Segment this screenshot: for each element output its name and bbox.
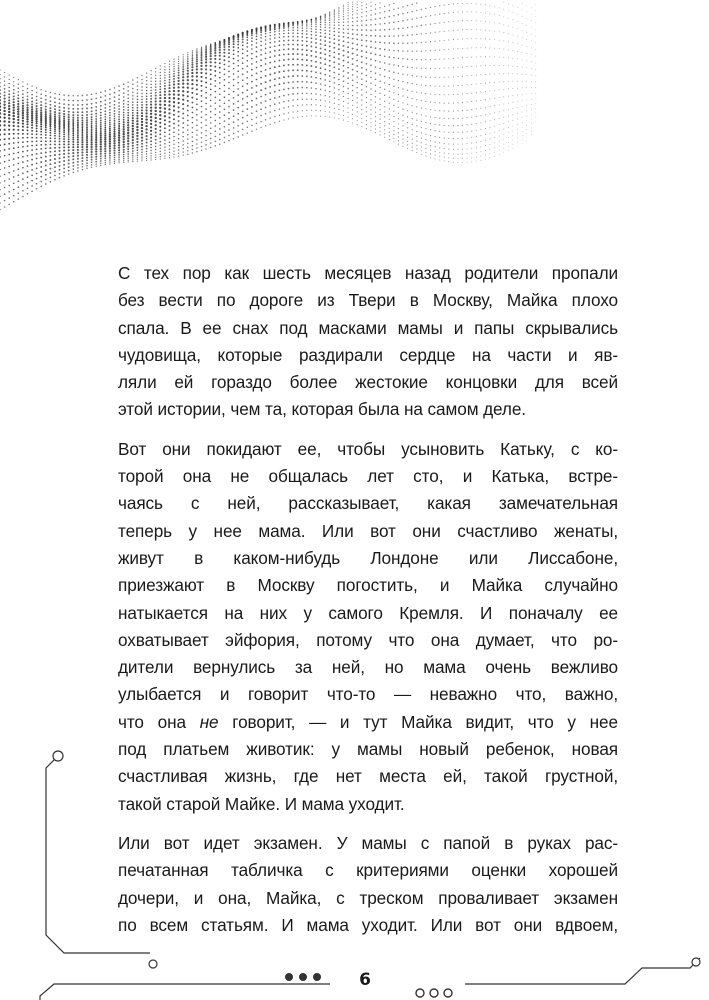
text-line-with-emphasis (118, 709, 618, 736)
text-line: ляли ей гораздо более жестокие концовки для всей (118, 372, 618, 393)
text-line: чудовища, которые раздирали сердце на части и яв- (118, 344, 618, 365)
text-line: натыкается на них у самого Кремля. И поначалу ее (118, 602, 618, 623)
text-line: охватывает эйфория, потому что она думает, что ро- (118, 629, 618, 650)
text-line: Вот они покидают ее, чтобы усыновить Катьку, с ко- (118, 438, 618, 459)
text-line: приезжают в Москву погостить, и Майка случайно (118, 575, 618, 596)
text-line: под платьем животик: у мамы новый ребенок, новая (118, 739, 618, 760)
circuit-node (53, 751, 63, 761)
hollow-dot (430, 989, 438, 997)
text-line: чаясь с ней, рассказывает, какая замечательная (118, 493, 618, 514)
text-fragment: что она (118, 711, 200, 732)
text-line: спала. В ее снах под масками мамы и папы скрывались (118, 317, 618, 338)
paragraph-3 (118, 830, 618, 939)
text-line: такой старой Майке. И мама уходит. (118, 793, 405, 814)
text-line: торой она не общалась лет сто, и Катька, встре- (118, 466, 618, 487)
filled-dot (313, 973, 321, 981)
hollow-dot (444, 989, 452, 997)
circuit-line-bottom-right (465, 958, 700, 984)
filled-dot (285, 973, 293, 981)
body-text (118, 260, 618, 951)
emphasized-word: не (199, 711, 219, 732)
text-line: живут в каком-нибудь Лондоне или Лиссабоне, (118, 547, 618, 568)
text-line: С тех пор как шесть месяцев назад родители пропали (118, 263, 618, 283)
circuit-node (692, 958, 700, 966)
text-line: счастливая жизнь, где нет места ей, такой грустной, (118, 766, 618, 787)
filled-dot (299, 973, 307, 981)
text-line: дители вернулись за ней, но мама очень вежливо (118, 657, 618, 678)
text-line: теперь у нее мама. Или вот они счастливо женаты, (118, 520, 618, 541)
text-line: этой истории, чем та, которая была на самом деле. (118, 399, 526, 420)
circuit-node (149, 960, 157, 968)
circuit-line-bottom (40, 984, 330, 1000)
hollow-dot (416, 989, 424, 997)
text-line: печатанная табличка с критериями оценки хорошей (118, 860, 618, 881)
text-line: Или вот идет экзамен. У мамы с папой в руках рас- (118, 832, 618, 853)
text-fragment: говорит, — и тут Майка видит, что у нее (218, 711, 618, 732)
text-line: без вести по дороге из Твери в Москву, Майка плохо (118, 290, 618, 311)
paragraph-2 (118, 436, 618, 818)
text-line: дочери, и она, Майка, с треском проваливает экзамен (118, 887, 618, 908)
text-line: улыбается и говорит что-то — неважно что, важно, (118, 684, 618, 705)
text-line: по всем статьям. И мама уходит. Или вот они вдвоем, (118, 914, 618, 935)
decorative-dotted-wave (0, 0, 540, 240)
paragraph-1 (118, 260, 618, 424)
page-number: 6 (359, 970, 371, 990)
